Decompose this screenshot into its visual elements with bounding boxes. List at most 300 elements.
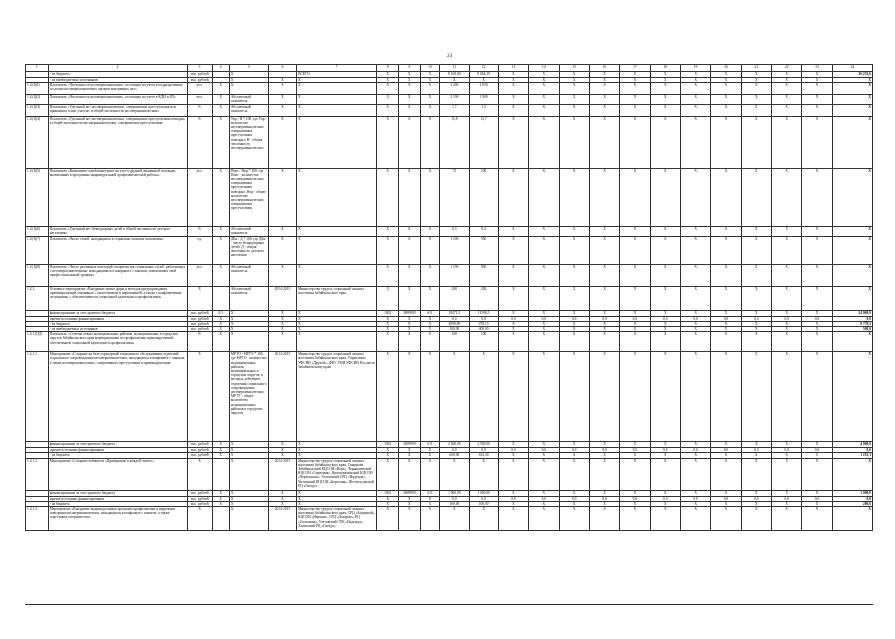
table-cell: X — [297, 501, 377, 506]
table-cell: X — [212, 95, 229, 104]
table-cell: X — [802, 352, 832, 442]
table-cell: X — [680, 442, 710, 448]
table-cell: 1,5 — [469, 104, 498, 116]
table-cell: X — [399, 264, 421, 286]
table-cell: % — [187, 226, 212, 236]
table-cell: X — [772, 83, 802, 95]
table-cell: X — [399, 321, 421, 326]
table-cell: 1,7 — [440, 104, 469, 116]
table-cell: X — [559, 116, 589, 168]
table-cell: X — [741, 501, 771, 506]
table-cell: X — [589, 236, 619, 264]
table-cell: X — [741, 286, 771, 310]
table-cell: X — [529, 490, 559, 496]
table-cell: X — [297, 496, 377, 501]
table-cell: 2014-2015 — [268, 458, 296, 490]
table-cell: 0,0 — [589, 448, 619, 453]
table-cell: 2699900 — [399, 490, 421, 496]
table-cell: X — [529, 236, 559, 264]
table-cell: X — [741, 236, 771, 264]
table-cell: 2014-2015 — [268, 507, 296, 531]
table-cell: X — [741, 453, 771, 458]
table-cell: X — [498, 490, 528, 496]
table-cell: ДБн / Д * 100, где ДБн - число безнадзорных детей; Д - общая численность детского населения — [229, 236, 268, 264]
table-cell: 2014-2015 — [268, 286, 296, 310]
table-cell: X — [399, 507, 421, 531]
table-cell: 100 — [440, 332, 469, 352]
table-cell: 2 500,00 — [440, 442, 469, 448]
table-cell: X — [832, 83, 872, 95]
row-description-cell: - из бюджета — [48, 72, 187, 78]
table-cell: X — [420, 168, 440, 226]
table-cell: 100 — [469, 332, 498, 352]
table-cell: X — [650, 332, 680, 352]
table-cell: X — [529, 442, 559, 448]
table-cell: X — [620, 458, 650, 490]
row-code-cell: 1.4.(I)(7) — [26, 236, 49, 264]
table-cell: тыс. рублей — [187, 316, 212, 321]
table-cell: 2 100 — [440, 95, 469, 104]
table-cell: X — [377, 72, 399, 78]
table-cell: X — [559, 458, 589, 490]
row-description-cell: прочие источники финансирования — [48, 316, 187, 321]
table-cell: X — [559, 236, 589, 264]
table-cell: 2 050 — [469, 83, 498, 95]
table-cell: 0,0 — [620, 496, 650, 501]
table-cell: 8 169,00 — [440, 72, 469, 78]
table-cell: 4 000,0 — [832, 442, 872, 448]
table-cell: X — [529, 352, 559, 442]
table-cell: 16 233,6 — [832, 72, 872, 78]
column-number-15: 15 — [559, 65, 589, 72]
table-cell: 0,0 — [741, 448, 771, 453]
row-code-cell: 1.4.(I)(5) — [26, 168, 49, 226]
table-cell: чел. — [187, 168, 212, 226]
table-cell: X — [620, 116, 650, 168]
table-cell: X — [650, 104, 680, 116]
table-cell: X — [741, 72, 771, 78]
table-cell: X — [650, 442, 680, 448]
table-cell: 1 000,00 — [440, 490, 469, 496]
table-cell: X — [212, 442, 229, 448]
table-cell: тыс. рублей — [187, 448, 212, 453]
table-cell: 0,0 — [529, 316, 559, 321]
table-cell: 1 900 — [469, 95, 498, 104]
table-cell: X — [559, 501, 589, 506]
table-cell: X — [680, 332, 710, 352]
table-cell: X — [498, 507, 528, 531]
table-cell: X — [297, 83, 377, 95]
table-cell: X — [229, 507, 268, 531]
table-cell: X — [399, 316, 421, 321]
table-cell: тыс. рублей — [187, 72, 212, 78]
table-cell: X — [802, 264, 832, 286]
table-cell: X — [297, 310, 377, 316]
table-cell: тыс. рублей — [187, 501, 212, 506]
table-cell: X — [268, 168, 296, 226]
table-cell: X — [529, 95, 559, 104]
table-cell: X — [268, 95, 296, 104]
table-cell: X — [268, 264, 296, 286]
table-cell: 633,30 — [469, 453, 498, 458]
table-cell: X — [772, 458, 802, 490]
table-cell: X — [620, 321, 650, 326]
table-cell: X — [399, 448, 421, 453]
table-cell: X — [268, 321, 296, 326]
table-cell: X — [802, 327, 832, 332]
table-cell: X — [297, 78, 377, 83]
table-row — [26, 264, 873, 286]
table-cell: 0,0 — [440, 496, 469, 501]
table-cell: 100,00 — [440, 327, 469, 332]
table-cell: X — [268, 453, 296, 458]
table-cell: X — [741, 321, 771, 326]
table-cell: X — [620, 352, 650, 442]
table-cell: X — [498, 72, 528, 78]
table-cell: X — [529, 458, 559, 490]
table-cell: X — [680, 458, 710, 490]
table-cell: X — [650, 95, 680, 104]
table-cell: X — [399, 78, 421, 83]
row-description-cell: Показатель «Удельный вес несовершеннолетних, совершивших преступления или принявших в них участие, в общей численности несовершеннолетних» — [48, 104, 187, 116]
table-cell: X — [420, 72, 440, 78]
row-description-cell: - из бюджета — [48, 321, 187, 326]
table-row — [26, 507, 873, 531]
table-cell — [212, 286, 229, 310]
row-description-cell: Мероприятие «Создание кабинетов «Примирение в каждой семье»» — [48, 458, 187, 490]
column-number-1: 1 — [26, 65, 49, 72]
column-number-14: 14 — [529, 65, 559, 72]
table-cell: X — [297, 321, 377, 326]
table-cell: X — [212, 236, 229, 264]
table-cell: ВСЕГО — [297, 72, 377, 78]
row-description-cell: Показатель «Выявление семей вышедших на учет в трудной жизненной ситуации, включенных в программы индивидуальной профилактической работы» — [48, 168, 187, 226]
table-cell: X — [802, 116, 832, 168]
table-cell: Министерство труда и социальной защиты населения Забайкальского края, Смирнова Забайкальский КЦСОН «Вера», Чернышевский КЦСОН «Гармония», Краснокаменский КЦСОН «Черемушки», Улетовский СРЦ «Надежда», Читинский КЦСОН «Берегиня», Шелопугинский РЦ «Гнездо» — [297, 458, 377, 490]
row-description-cell: финансирование за счет краевого бюджета — [48, 490, 187, 496]
table-cell: X — [772, 286, 802, 310]
document-table — [25, 64, 873, 531]
table-cell: X — [212, 453, 229, 458]
column-number-8: 8 — [377, 65, 399, 72]
table-cell: X — [268, 116, 296, 168]
table-cell: X — [772, 78, 802, 83]
table-cell: X — [589, 507, 619, 531]
table-cell: X — [377, 226, 399, 236]
table-cell: X — [268, 442, 296, 448]
table-cell: X — [498, 332, 528, 352]
table-cell: X — [229, 332, 268, 352]
table-cell: X — [589, 72, 619, 78]
table-cell: X — [229, 496, 268, 501]
table-cell: 611 — [420, 442, 440, 448]
table-cell: % — [187, 332, 212, 352]
row-description-cell: - из внебюджетных источников — [48, 327, 187, 332]
column-number-17: 17 — [620, 65, 650, 72]
column-number-10: 10 — [420, 65, 440, 72]
table-cell: 0,0 — [498, 448, 528, 453]
column-number-4: 4 — [212, 65, 229, 72]
table-cell: X — [650, 327, 680, 332]
table-cell: X — [229, 310, 268, 316]
table-cell: X — [620, 78, 650, 83]
table-cell: X — [650, 72, 680, 78]
table-cell: X — [802, 83, 832, 95]
table-cell: X — [711, 286, 741, 310]
table-cell: X — [680, 327, 710, 332]
table-cell: X — [741, 83, 771, 95]
table-cell: X — [650, 352, 680, 442]
table-cell: X — [711, 453, 741, 458]
table-cell: X — [399, 168, 421, 226]
table-cell: X — [620, 95, 650, 104]
table-cell: тыс. рублей — [187, 327, 212, 332]
table-cell: 2699900 — [399, 310, 421, 316]
table-cell: X — [559, 442, 589, 448]
table-cell: X — [399, 226, 421, 236]
table-cell: X — [498, 352, 528, 442]
table-cell: X — [212, 168, 229, 226]
table-cell: X — [498, 453, 528, 458]
table-cell: X — [650, 310, 680, 316]
table-cell: X — [741, 95, 771, 104]
table-cell: X — [229, 490, 268, 496]
table-cell: X — [802, 501, 832, 506]
row-description-cell: Показатель «Удельный вес безнадзорных детей в общей численности детского населения» — [48, 226, 187, 236]
table-cell: X — [772, 327, 802, 332]
table-cell: 0,0 — [559, 316, 589, 321]
table-cell: 0,0 — [802, 448, 832, 453]
table-row — [26, 83, 873, 95]
table-cell: X — [212, 116, 229, 168]
table-cell: X — [529, 327, 559, 332]
table-cell: X — [498, 104, 528, 116]
table-cell: X — [399, 83, 421, 95]
table-cell: тыс. рублей — [187, 490, 212, 496]
table-cell: X — [772, 501, 802, 506]
table-cell: X — [498, 321, 528, 326]
table-cell: Абсолютный показатель — [229, 264, 268, 286]
row-description-cell: Показатель «Численность несовершеннолетних, состоящих на учете в КДН и ЗП» — [48, 95, 187, 104]
table-cell: X — [802, 226, 832, 236]
table-cell: X — [711, 264, 741, 286]
table-cell: X — [711, 332, 741, 352]
table-row — [26, 458, 873, 490]
table-cell: Ппвс / Нпр * 100, где Ппвс - количество несовершеннолетних, совершивших преступления повторно; Нпр - общее количество несовершеннолетних, совершивших преступления — [229, 168, 268, 226]
table-cell: 8 064,59 — [469, 72, 498, 78]
table-cell: X — [832, 226, 872, 236]
table-cell: X — [559, 310, 589, 316]
table-cell: 0,0 — [620, 448, 650, 453]
table-cell: X — [212, 501, 229, 506]
table-cell: X — [498, 226, 528, 236]
table-cell: X — [711, 72, 741, 78]
table-cell: X — [529, 332, 559, 352]
row-code-cell: 1.4.1.3. — [26, 507, 49, 531]
table-cell: 611 — [420, 310, 440, 316]
table-cell: X — [559, 264, 589, 286]
table-cell: X — [559, 327, 589, 332]
table-cell: X — [680, 507, 710, 531]
table-cell: X — [802, 321, 832, 326]
row-code-cell: 1.4.1.1. — [26, 352, 49, 442]
table-cell: 0,0 — [802, 316, 832, 321]
table-cell: X — [469, 507, 498, 531]
table-cell: X — [741, 78, 771, 83]
table-cell: X — [399, 72, 421, 78]
table-cell: 500,0 — [832, 327, 872, 332]
column-number-22: 22 — [772, 65, 802, 72]
table-cell: 4998,00 — [440, 321, 469, 326]
table-cell: X — [832, 236, 872, 264]
table-cell: X — [212, 316, 229, 321]
table-cell: X — [559, 321, 589, 326]
row-description-cell: Основное мероприятие «Внедрение новых форм и методов предупреждения правонарушений, связанных с алкоголизмом и наркоманией, а также с конфликтными ситуациями, с обеспечением их социальной адаптации и профилактики» — [48, 286, 187, 310]
table-cell: X — [229, 83, 268, 95]
table-cell: 2014-2015 — [268, 352, 296, 442]
table-cell: X — [650, 501, 680, 506]
table-cell: X — [212, 327, 229, 332]
table-cell: 0,0 — [620, 316, 650, 321]
table-cell: X — [650, 83, 680, 95]
table-cell: X — [187, 286, 212, 310]
table-cell: 1002 — [377, 310, 399, 316]
table-cell: X — [741, 327, 771, 332]
table-cell: X — [297, 442, 377, 448]
table-cell: 1002 — [377, 442, 399, 448]
table-cell: X — [377, 458, 399, 490]
table-cell: X — [620, 442, 650, 448]
table-cell: МРТО / МРТУ * 100, где МРТО - количество муниципальных районов, муниципальных и городских округов, в которых действуют отделения социального сопровождения несовершеннолетних; МРТУ - общее количество муниципальных районов и городских округов — [229, 352, 268, 442]
table-cell: X — [711, 104, 741, 116]
row-description-cell: финансирование за счет краевого бюджета — [48, 310, 187, 316]
table-cell: X — [377, 448, 399, 453]
column-number-13: 13 — [498, 65, 528, 72]
table-cell: X — [212, 448, 229, 453]
table-cell: X — [680, 310, 710, 316]
table-cell: % — [187, 104, 212, 116]
table-cell: X — [420, 116, 440, 168]
table-cell: X — [229, 442, 268, 448]
table-cell: X — [589, 332, 619, 352]
table-cell: X — [229, 78, 268, 83]
column-number-6: 6 — [268, 65, 296, 72]
table-cell: 0,0 — [589, 496, 619, 501]
table-cell: X — [589, 78, 619, 83]
table-cell: X — [802, 507, 832, 531]
table-cell: X — [772, 453, 802, 458]
table-cell: X — [559, 168, 589, 226]
table-cell: X — [650, 78, 680, 83]
table-cell: X — [589, 352, 619, 442]
table-cell: X — [711, 83, 741, 95]
table-cell: X — [620, 501, 650, 506]
table-cell: 0,0 — [559, 448, 589, 453]
table-cell: X — [680, 321, 710, 326]
table-cell: X — [469, 78, 498, 83]
table-cell: X — [377, 104, 399, 116]
table-cell: X — [229, 327, 268, 332]
table-cell: тыс. рублей — [187, 310, 212, 316]
table-cell: X — [529, 226, 559, 236]
table-cell — [212, 507, 229, 531]
table-cell: 2 500,00 — [469, 442, 498, 448]
table-row — [26, 116, 873, 168]
table-cell: X — [589, 310, 619, 316]
table-cell: X — [559, 507, 589, 531]
table-cell: X — [802, 490, 832, 496]
table-cell: X — [802, 286, 832, 310]
table-cell: X — [268, 226, 296, 236]
table-row — [26, 95, 873, 104]
table-cell: X — [680, 226, 710, 236]
table-cell: X — [268, 448, 296, 453]
table-cell: X — [529, 321, 559, 326]
table-row — [26, 226, 873, 236]
table-cell: X — [212, 496, 229, 501]
table-cell: X — [377, 168, 399, 226]
table-cell — [212, 352, 229, 442]
table-cell: X — [711, 442, 741, 448]
table-cell: X — [772, 332, 802, 352]
table-cell: тыс. рублей — [187, 321, 212, 326]
table-cell: X — [650, 453, 680, 458]
table-cell — [212, 458, 229, 490]
table-cell: X — [529, 501, 559, 506]
table-cell: X — [297, 332, 377, 352]
table-cell: X — [212, 490, 229, 496]
table-cell: 0,0 — [680, 316, 710, 321]
table-cell: X — [772, 236, 802, 264]
table-cell: 0,3 — [212, 310, 229, 316]
table-cell: Абсолютный показатель — [229, 95, 268, 104]
table-cell: X — [229, 316, 268, 321]
row-description-cell: - из бюджета — [48, 501, 187, 506]
table-cell: X — [212, 321, 229, 326]
table-cell: X — [680, 104, 710, 116]
table-cell: X — [680, 501, 710, 506]
table-cell: X — [680, 95, 710, 104]
table-cell: 24 069,9 — [832, 310, 872, 316]
table-cell: X — [772, 72, 802, 78]
table-cell: X — [377, 321, 399, 326]
table-cell: X — [377, 352, 399, 442]
row-description-cell: Мероприятие «Создание на базе учреждений социального обслуживания отделений социального сопровождения несовершеннолетних, находящихся в конфликте с законом, а также несовершеннолетних, совершивших преступления и правонарушения» — [48, 352, 187, 442]
table-cell: 0,0 — [498, 496, 528, 501]
table-cell: 2699900 — [399, 442, 421, 448]
table-cell: 100,00 — [469, 501, 498, 506]
table-cell: X — [711, 168, 741, 226]
table-cell: X — [187, 507, 212, 531]
table-cell: X — [741, 104, 771, 116]
table-cell: X — [589, 104, 619, 116]
table-cell: X — [620, 453, 650, 458]
table-cell: X — [399, 496, 421, 501]
table-cell: X — [620, 104, 650, 116]
table-cell: X — [832, 264, 872, 286]
table-cell: 0,0 — [529, 448, 559, 453]
table-cell: X — [832, 286, 872, 310]
table-cell: X — [559, 286, 589, 310]
table-cell: X — [711, 327, 741, 332]
table-cell: 0,0 — [832, 448, 872, 453]
table-cell: X — [420, 453, 440, 458]
table-cell: X — [680, 352, 710, 442]
table-cell: X — [559, 332, 589, 352]
table-cell: X — [377, 453, 399, 458]
table-cell: X — [399, 352, 421, 442]
table-cell: X — [399, 95, 421, 104]
